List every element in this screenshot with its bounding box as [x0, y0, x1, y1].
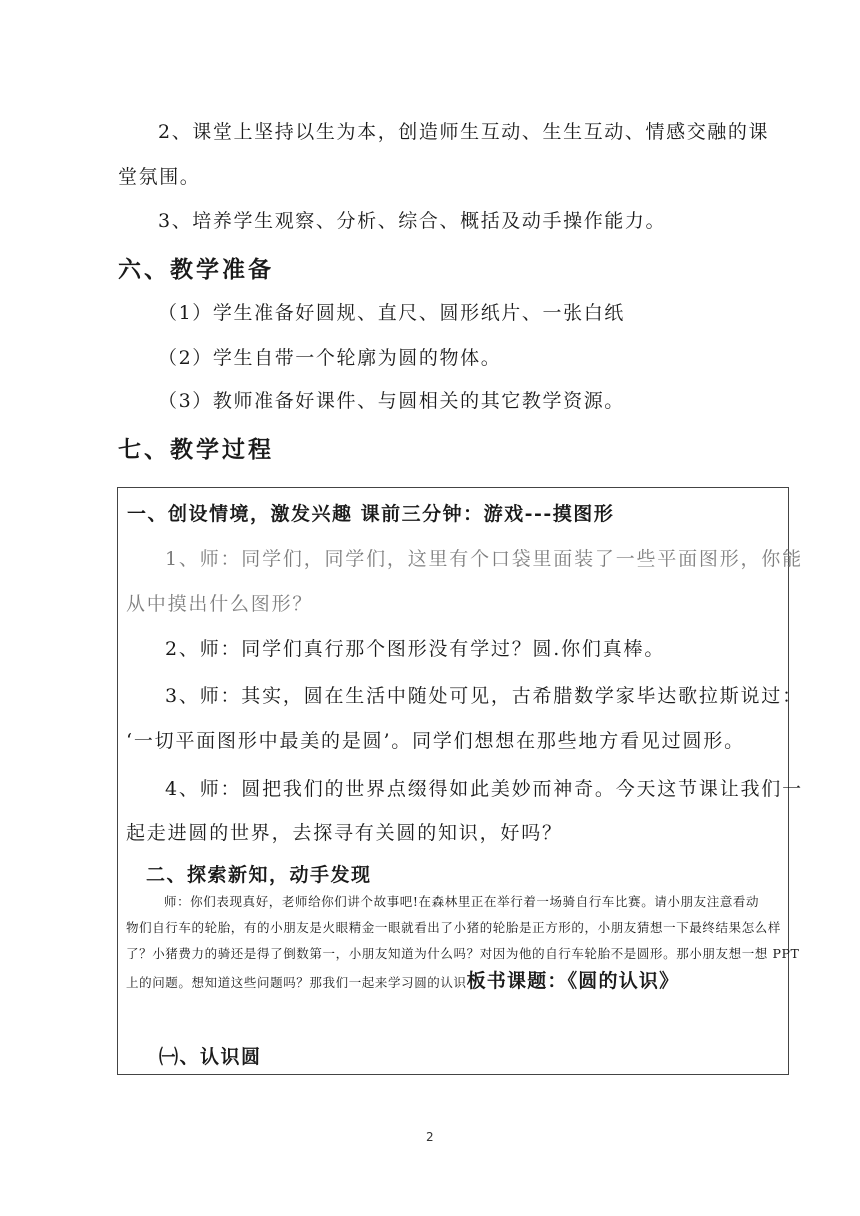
sub-heading-recognize-circle: ㈠、认识圆 [159, 1046, 262, 1068]
step-1-line-1: 1、师：同学们，同学们，这里有个口袋里面装了一些平面图形，你能 [165, 548, 803, 570]
prep-item-3: （3）教师准备好课件、与圆相关的其它教学资源。 [158, 390, 625, 412]
part-2-heading: 二、探索新知，动手发现 [146, 864, 372, 886]
step-4-line-1: 4、师：圆把我们的世界点缀得如此美妙而神奇。今天这节课让我们一 [165, 778, 803, 800]
teaching-process-box [117, 487, 803, 1075]
goal-item-3: 3、培养学生观察、分析、综合、概括及动手操作能力。 [158, 210, 667, 232]
goal-item-2-line-1: 2、课堂上坚持以生为本，创造师生互动、生生互动、情感交融的课 [158, 121, 770, 143]
step-1-line-2: 从中摸出什么图形？ [126, 593, 314, 615]
page-number: 2 [426, 1130, 434, 1144]
goal-item-2-line-2: 堂氛围。 [118, 166, 201, 188]
story-line-2: 物们自行车的轮胎，有的小朋友是火眼精金一眼就看出了小猪的轮胎是正方形的，小朋友猜想一下最终结果怎么样 [126, 920, 782, 935]
board-title: 板书课题：《圆的认识》 [466, 970, 680, 992]
part-1-heading: 一、创设情境，激发兴趣 课前三分钟：游戏---摸图形 [127, 503, 615, 525]
section-7-heading: 七、教学过程 [118, 436, 274, 463]
step-3-line-2: ‘一切平面图形中最美的是圆’。同学们想想在那些地方看见过圆形。 [126, 730, 745, 752]
story-line-1: 师：你们表现真好，老师给你们讲个故事吧!在森林里正在举行着一场骑自行车比赛。请小朋友注意看动 [164, 894, 760, 909]
prep-item-2: （2）学生自带一个轮廓为圆的物体。 [158, 347, 502, 369]
step-2: 2、师：同学们真行那个图形没有学过？圆.你们真棒。 [165, 638, 666, 660]
step-4-line-2: 起走进圆的世界，去探寻有关圆的知识，好吗？ [126, 822, 563, 844]
story-line-3: 了？小猪费力的骑还是得了倒数第一，小朋友知道为什么吗？对因为他的自行车轮胎不是圆形。那小朋友想一想 PPT [126, 946, 800, 961]
story-line-4-text: 上的问题。想知道这些问题吗？那我们一起来学习圆的认识 [126, 975, 467, 990]
prep-item-1: （1）学生准备好圆规、直尺、圆形纸片、一张白纸 [158, 302, 625, 324]
step-3-line-1: 3、师：其实，圆在生活中随处可见，古希腊数学家毕达歌拉斯说过： [165, 685, 803, 707]
section-6-heading: 六、教学准备 [118, 256, 274, 283]
story-line-4 [126, 966, 679, 993]
